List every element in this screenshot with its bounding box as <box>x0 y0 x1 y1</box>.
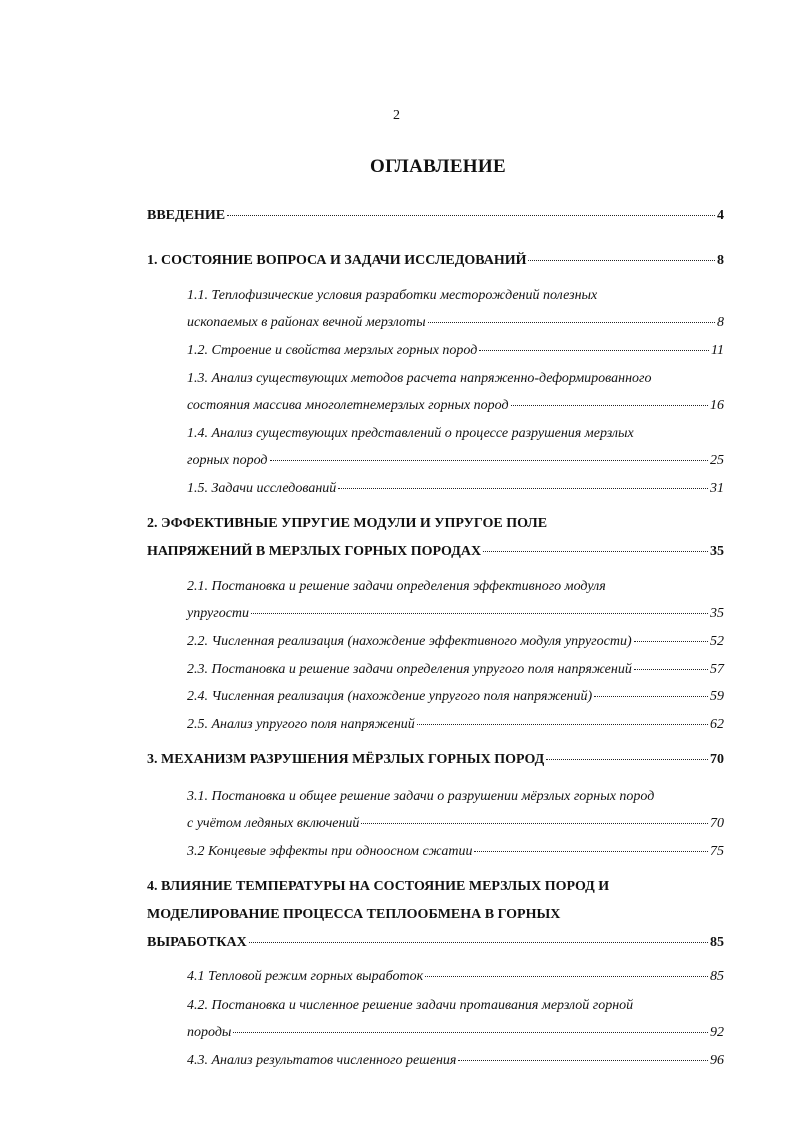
toc-entry-text: НАПРЯЖЕНИЙ В МЕРЗЛЫХ ГОРНЫХ ПОРОДАХ <box>147 544 482 559</box>
dot-leader <box>417 724 708 725</box>
toc-entry-text: 2.1. Постановка и решение задачи определения эффективного модуля <box>187 579 606 594</box>
toc-entry-text: 1.5. Задачи исследований <box>187 481 337 496</box>
toc-entry-text: ископаемых в районах вечной мерзлоты <box>187 315 426 330</box>
toc-page-number: 35 <box>710 606 724 621</box>
dot-leader <box>227 215 715 216</box>
toc-page-number: 85 <box>710 969 724 984</box>
toc-entry-text: 2.2. Численная реализация (нахождение эффективного модуля упругости) <box>187 634 632 649</box>
toc-chapter-3[interactable] <box>147 752 724 772</box>
toc-section-1-5[interactable] <box>187 481 724 501</box>
toc-page-number: 70 <box>710 752 724 767</box>
toc-chapter-4-line2[interactable] <box>147 907 724 927</box>
toc-entry-text: 2. ЭФФЕКТИВНЫЕ УПРУГИЕ МОДУЛИ И УПРУГОЕ ПОЛЕ <box>147 516 548 531</box>
toc-entry-text: 1.2. Строение и свойства мерзлых горных пород <box>187 343 478 358</box>
toc-section-4-2-line1[interactable] <box>187 998 724 1018</box>
toc-section-1-4[interactable] <box>187 453 724 473</box>
dot-leader <box>458 1060 708 1061</box>
dot-leader <box>479 350 709 351</box>
toc-section-2-3[interactable] <box>187 662 724 682</box>
dot-leader <box>594 696 708 697</box>
toc-chapter-1[interactable] <box>147 253 724 273</box>
toc-section-2-4[interactable] <box>187 689 724 709</box>
toc-page-number: 92 <box>710 1025 724 1040</box>
toc-section-1-4-line1[interactable] <box>187 426 724 446</box>
toc-page-number: 8 <box>717 253 724 268</box>
dot-leader <box>474 851 708 852</box>
toc-entry-text: с учётом ледяных включений <box>187 816 360 831</box>
toc-section-1-2[interactable] <box>187 343 724 363</box>
dot-leader <box>338 488 708 489</box>
toc-chapter-4[interactable] <box>147 935 724 955</box>
toc-entry-text: 2.4. Численная реализация (нахождение упругого поля напряжений) <box>187 689 593 704</box>
toc-page-number: 70 <box>710 816 724 831</box>
toc-section-1-1-line1[interactable] <box>187 288 724 308</box>
dot-leader <box>511 405 708 406</box>
toc-page-number: 4 <box>717 208 724 223</box>
toc-section-4-1[interactable] <box>187 969 724 989</box>
page-title: ОГЛАВЛЕНИЕ <box>370 156 506 177</box>
toc-section-1-3-line1[interactable] <box>187 371 724 391</box>
toc-page-number: 16 <box>710 398 724 413</box>
dot-leader <box>428 322 715 323</box>
toc-entry-text: 4.2. Постановка и численное решение задачи протаивания мерзлой горной <box>187 998 634 1013</box>
toc-page-number: 52 <box>710 634 724 649</box>
toc-entry-text: ВВЕДЕНИЕ <box>147 208 226 223</box>
toc-page-number: 96 <box>710 1053 724 1068</box>
toc-chapter-2[interactable] <box>147 544 724 564</box>
toc-section-1-1[interactable] <box>187 315 724 335</box>
toc-section-3-2[interactable] <box>187 844 724 864</box>
dot-leader <box>634 641 708 642</box>
dot-leader <box>249 942 708 943</box>
toc-entry-intro[interactable] <box>147 208 724 228</box>
toc-section-1-3[interactable] <box>187 398 724 418</box>
toc-page-number: 57 <box>710 662 724 677</box>
toc-section-2-1-line1[interactable] <box>187 579 724 599</box>
toc-entry-text: ВЫРАБОТКАХ <box>147 935 247 950</box>
toc-entry-text: 1.4. Анализ существующих представлений о процессе разрушения мерзлых <box>187 426 634 441</box>
dot-leader <box>483 551 708 552</box>
toc-chapter-4-line1[interactable] <box>147 879 724 899</box>
dot-leader <box>425 976 708 977</box>
toc-section-3-1[interactable] <box>187 816 724 836</box>
toc-section-4-3[interactable] <box>187 1053 724 1073</box>
toc-entry-text: 4.3. Анализ результатов численного решения <box>187 1053 457 1068</box>
toc-entry-text: МОДЕЛИРОВАНИЕ ПРОЦЕССА ТЕПЛООБМЕНА В ГОРНЫХ <box>147 907 561 922</box>
dot-leader <box>546 759 708 760</box>
dot-leader <box>528 260 715 261</box>
toc-entry-text: 1.3. Анализ существующих методов расчета напряженно-деформированного <box>187 371 652 386</box>
toc-section-2-1[interactable] <box>187 606 724 626</box>
toc-section-2-2[interactable] <box>187 634 724 654</box>
toc-entry-text: состояния массива многолетнемерзлых горных пород <box>187 398 509 413</box>
toc-page-number: 25 <box>710 453 724 468</box>
toc-page-number: 35 <box>710 544 724 559</box>
toc-page-number: 8 <box>717 315 724 330</box>
toc-entry-text: 1.1. Теплофизические условия разработки месторождений полезных <box>187 288 598 303</box>
toc-page-number: 75 <box>710 844 724 859</box>
toc-section-4-2[interactable] <box>187 1025 724 1045</box>
toc-entry-text: породы <box>187 1025 232 1040</box>
toc-section-3-1-line1[interactable] <box>187 789 724 809</box>
dot-leader <box>270 460 709 461</box>
dot-leader <box>361 823 708 824</box>
toc-page-number: 31 <box>710 481 724 496</box>
toc-page-number: 85 <box>710 935 724 950</box>
toc-entry-text: упругости <box>187 606 250 621</box>
dot-leader <box>634 669 708 670</box>
toc-chapter-2-line1[interactable] <box>147 516 724 536</box>
toc-entry-text: горных пород <box>187 453 268 468</box>
toc-entry-text: 3.1. Постановка и общее решение задачи о разрушении мёрзлых горных пород <box>187 789 655 804</box>
toc-entry-text: 3.2 Концевые эффекты при одноосном сжатии <box>187 844 473 859</box>
toc-entry-text: 2.3. Постановка и решение задачи определения упругого поля напряжений <box>187 662 632 677</box>
toc-entry-text: 4. ВЛИЯНИЕ ТЕМПЕРАТУРЫ НА СОСТОЯНИЕ МЕРЗЛЫХ ПОРОД И <box>147 879 610 894</box>
toc-entry-text: 2.5. Анализ упругого поля напряжений <box>187 717 415 732</box>
toc-section-2-5[interactable] <box>187 717 724 737</box>
page-number: 2 <box>393 108 400 123</box>
toc-entry-text: 4.1 Тепловой режим горных выработок <box>187 969 424 984</box>
toc-page-number: 11 <box>711 343 724 358</box>
toc-page-number: 59 <box>710 689 724 704</box>
toc-entry-text: 1. СОСТОЯНИЕ ВОПРОСА И ЗАДАЧИ ИССЛЕДОВАНИЙ <box>147 253 527 268</box>
dot-leader <box>251 613 708 614</box>
toc-entry-text: 3. МЕХАНИЗМ РАЗРУШЕНИЯ МЁРЗЛЫХ ГОРНЫХ ПОРОД <box>147 752 545 767</box>
toc-page-number: 62 <box>710 717 724 732</box>
dot-leader <box>233 1032 708 1033</box>
